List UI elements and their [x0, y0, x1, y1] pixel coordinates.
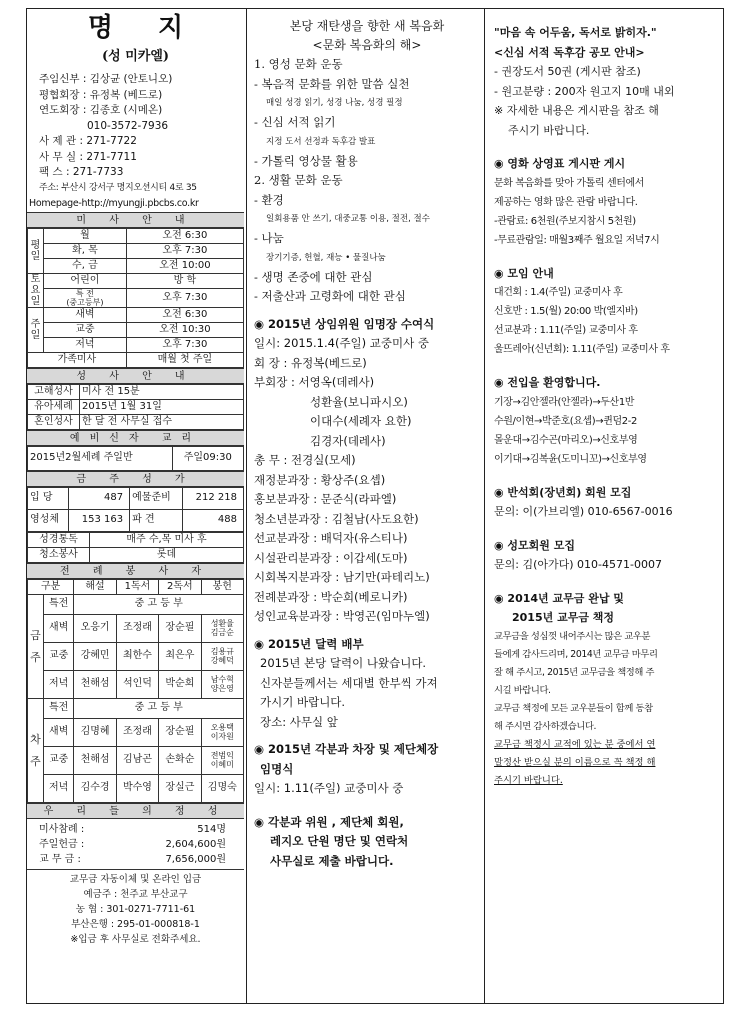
- servers-name: 조정래: [116, 614, 158, 642]
- servers-group-label: 금 주: [28, 594, 44, 698]
- fax-number: 팩 스 : 271-7733: [39, 166, 124, 178]
- mass-row: [28, 337, 244, 352]
- hymn-row: [28, 509, 244, 531]
- bulletin-frame: [26, 8, 724, 1004]
- servers-header: 전 례 봉 사 자: [27, 563, 244, 579]
- servers-mass: 특전: [44, 594, 74, 614]
- sacrament-name: 혼인성사: [28, 414, 80, 429]
- parish-subtitle: (성 미카엘): [101, 49, 170, 64]
- servers-name: 김명혜: [74, 718, 116, 746]
- deputy-appointment-line: 일시: 1.11(주일) 교중미사 중: [254, 781, 404, 795]
- hymn-row: [28, 487, 244, 509]
- servers-head-row: [28, 579, 244, 594]
- mass-time: 방 학: [126, 273, 243, 288]
- committee-appointment-line: 일시: 2015.1.4(주일) 교중미사 중: [254, 336, 430, 350]
- committee-appointment-line: 홍보분과장 : 문준식(라파엘): [254, 492, 397, 506]
- servers-name: 석인덕: [116, 670, 158, 698]
- president-line: 평협회장 : 유정복 (베드로): [39, 88, 163, 101]
- mass-row: [28, 307, 244, 322]
- middle-content: [250, 9, 482, 871]
- hymn-cell: 487: [69, 487, 130, 509]
- servers-name: 김용규 강혜덕: [201, 642, 243, 670]
- offering-header: 우 리 들 의 정 성: [27, 803, 244, 819]
- servers-mass: 특전: [44, 698, 74, 718]
- campaign-heading: 본당 재탄생을 향한 새 복음화: [289, 19, 445, 33]
- dues-notice-line: 교무금을 성심껏 내어주시는 많은 교우분: [494, 630, 651, 642]
- servers-name: 김수경: [74, 774, 116, 802]
- servers-youth: 중 고 등 부: [74, 594, 244, 614]
- servers-mass: 저녁: [44, 670, 74, 698]
- bible-label: 성경통독: [28, 532, 90, 547]
- servers-name: 조정래: [116, 718, 158, 746]
- servers-group-label: 차 주: [28, 698, 44, 802]
- catechism-row: [28, 446, 244, 470]
- submit-notice-line: 레지오 단원 명단 및 연락처: [270, 834, 409, 848]
- sacrament-value: 2015년 1월 31일: [80, 399, 244, 414]
- pastor-line: 주임신부 : 김상균 (안토니오): [39, 73, 173, 85]
- meeting-notice-line: 대건회 : 1.4(주일) 교중미사 후: [494, 287, 623, 298]
- committee-appointment-line: 회 장 : 유정복(베드로): [254, 355, 367, 370]
- servers-col: 구분: [28, 579, 74, 594]
- family-mass-label: 가족미사: [28, 352, 127, 367]
- committee-appointment-line: 시회복지분과장 : 남기만(파테리노): [254, 570, 430, 584]
- book-contest-line: - 권장도서 50권 (게시판 참조): [494, 65, 641, 78]
- campaign-item: - 복음적 문화를 위한 말씀 실천: [254, 76, 410, 91]
- mass-day: 수, 금: [44, 258, 127, 273]
- campaign-detail: 장기기증, 헌혈, 재능 • 물질나눔: [266, 252, 386, 263]
- payment-line: ※입금 후 사무실로 전화주세요.: [70, 933, 201, 945]
- mass-time: 오전 10:00: [126, 258, 243, 273]
- sacrament-row: [28, 384, 244, 399]
- movie-notice: [494, 154, 718, 250]
- sacrament-name: 고해성사: [28, 384, 80, 399]
- servers-row: [28, 594, 244, 614]
- family-mass-value: 매월 첫 주일: [126, 352, 243, 367]
- column-divider: [246, 9, 247, 1003]
- calendar-notice: [254, 635, 480, 733]
- servers-name: 박수영: [116, 774, 158, 802]
- parish-info: [27, 72, 244, 212]
- servers-row: [28, 746, 244, 774]
- sacrament-header: 성 사 안 내: [27, 368, 244, 384]
- book-contest-line: 주시기 바랍니다.: [508, 123, 590, 137]
- welcome-notice-line: 기장→김안젤라(안젤라)→두산1반: [494, 396, 635, 408]
- welcome-notice-line: 이기대→김복윤(도미니꼬)→신호부영: [494, 453, 647, 465]
- servers-name: 김남곤: [116, 746, 158, 774]
- welcome-notice: [494, 373, 718, 469]
- welcome-notice-title: ◉ 전입을 환영합니다.: [494, 376, 601, 389]
- deputy-appointment: [254, 740, 480, 799]
- meeting-notice-line: 신호반 : 1.5(월) 20:00 박(엘지바): [494, 306, 638, 317]
- mass-time: 오후 7:30: [126, 337, 243, 352]
- dues-notice-line: 시길 바랍니다.: [494, 684, 551, 696]
- campaign-detail: 매일 성경 읽기, 성경 나눔, 성경 필정: [266, 98, 403, 108]
- movie-notice-line: -무료관람일: 매월3째주 월요일 저녁7시: [494, 234, 660, 246]
- payment-line: 농 협 : 301-0271-7711-61: [75, 903, 196, 915]
- committee-appointment-line: 선교분과장 : 배덕자(유스티나): [254, 531, 408, 545]
- payment-box: [27, 869, 244, 947]
- offering-row: [39, 837, 226, 852]
- servers-row: [28, 698, 244, 718]
- servers-row: [28, 642, 244, 670]
- calendar-notice-line: 가시기 바랍니다.: [260, 695, 346, 709]
- dues-notice-title: ◉ 2014년 교무금 완납 및: [494, 591, 624, 605]
- deputy-appointment-title: 임명식: [260, 761, 294, 776]
- calendar-notice-line: 장소: 사무실 앞: [260, 714, 338, 729]
- elder-line: 연도회장 : 김종호 (시메온): [39, 104, 163, 116]
- bible-row: [28, 532, 244, 547]
- meeting-notice-line: 울뜨레아(신년회): 1.11(주일) 교중미사 후: [494, 344, 670, 355]
- committee-appointment-line: 시설관리분과장 : 이갑세(도마): [254, 550, 408, 565]
- sacrament-value: 한 달 전 사무실 접수: [80, 414, 244, 429]
- campaign-detail: 일회용품 안 쓰기, 대중교통 이용, 절전, 절수: [266, 214, 430, 224]
- dues-notice-line: 교무금 책정에 모든 교우분들이 함께 동참: [494, 702, 653, 714]
- mass-time: 오후 7:30: [126, 288, 243, 307]
- mass-day: 특 전 (중고등부): [44, 288, 127, 307]
- mass-time: 오전 10:30: [126, 322, 243, 337]
- hymn-cell: 파 견: [130, 509, 183, 531]
- servers-col: 2독서: [159, 579, 201, 594]
- offering-row: [39, 852, 226, 867]
- rectory-phone: 사 제 관 : 271-7722: [39, 135, 137, 147]
- book-contest-line: ※ 자세한 내용은 게시판을 참조 해: [494, 104, 659, 117]
- campaign-item: - 저출산과 고령화에 대한 관심: [254, 289, 406, 303]
- committee-appointment-line: 재정분과장 : 황상주(요셉): [254, 472, 386, 487]
- committee-appointment-line: 청소년분과장 : 김철남(사도요한): [254, 511, 419, 526]
- sacrament-row: [28, 399, 244, 414]
- committee-appointment: [254, 315, 480, 627]
- offering-row: [39, 822, 226, 837]
- servers-mass: 새벽: [44, 614, 74, 642]
- homepage-link[interactable]: Homepage-http://myungji.pbcbs.co.kr: [29, 198, 199, 209]
- dues-notice-title: 2015년 교무금 책정: [512, 611, 615, 624]
- mass-row: [28, 228, 244, 243]
- office-phone: 사 무 실 : 271-7711: [39, 150, 137, 163]
- hymn-cell: 영성체: [28, 509, 69, 531]
- calendar-notice-title: ◉ 2015년 달력 배부: [254, 636, 364, 651]
- movie-notice-title: ◉ 영화 상영표 게시판 게시: [494, 157, 626, 170]
- movie-notice-line: 제공하는 영화 많은 관람 바랍니다.: [494, 196, 638, 208]
- bible-value: 매주 수,목 미사 후: [90, 532, 244, 547]
- book-contest: [494, 23, 718, 140]
- campaign-detail: 지정 도서 선정과 독후감 발표: [266, 136, 376, 147]
- payment-line: 예금주 : 천주교 부산교구: [83, 888, 188, 900]
- book-contest-line: <신심 서적 독후감 공모 안내>: [494, 45, 645, 59]
- address: 주소: 부산시 강서구 명지오션시티 4로 35: [39, 182, 197, 193]
- committee-appointment-line: 총 무 : 전경실(모세): [254, 453, 356, 467]
- offering-label: 교 무 금 :: [39, 853, 81, 865]
- parish-title: 명 지: [87, 13, 202, 43]
- mass-row: [28, 258, 244, 273]
- campaign-item: - 가톨릭 영상물 활용: [254, 153, 358, 168]
- dues-notice-line: 잘 해 주시고, 2015년 교무금을 책정해 주: [494, 666, 655, 678]
- mothers-club-notice-line: 문의: 김(아가다) 010-4571-0007: [494, 558, 662, 571]
- committee-appointment-line: 성인교육분과장 : 박영곤(임마누엘): [254, 609, 430, 623]
- servers-mass: 저녁: [44, 774, 74, 802]
- servers-mass: 교중: [44, 746, 74, 774]
- campaign-item: - 생명 존중에 대한 관심: [254, 269, 373, 284]
- meeting-notice-line: 선교분과 : 1.11(주일) 교중미사 후: [494, 325, 638, 336]
- mass-group-label: 주 일: [28, 307, 44, 352]
- servers-name: 장순필: [159, 718, 201, 746]
- servers-youth: 중 고 등 부: [74, 698, 244, 718]
- servers-name: 강혜민: [74, 642, 116, 670]
- sacrament-table: [27, 384, 244, 430]
- committee-appointment-line: 전례분과장 : 박순희(베로니카): [254, 589, 408, 604]
- cleaning-row: [28, 547, 244, 562]
- elder-phone: 010-3572-7936: [87, 119, 169, 132]
- catechism-header: 예비신자 교리: [27, 430, 244, 446]
- committee-appointment-line: 성환율(보니파시오): [310, 394, 408, 409]
- servers-name: 최한수: [116, 642, 158, 670]
- campaign-item: - 환경: [254, 192, 284, 207]
- servers-row: [28, 614, 244, 642]
- movie-notice-line: 문화 복음화를 맞아 가톨릭 센터에서: [494, 177, 645, 189]
- hymn-table: [27, 487, 244, 532]
- mass-day: 화, 목: [44, 243, 127, 258]
- book-contest-line: "마음 속 어두움, 독서로 밝히자.": [494, 26, 657, 39]
- submit-notice-line: 사무실로 제출 바랍니다.: [270, 853, 394, 868]
- catechism-value: 2015년2월세례 주일반: [28, 446, 173, 470]
- servers-name: 장순필: [159, 614, 201, 642]
- servers-col: 1독서: [116, 579, 158, 594]
- mass-group-label: 토 요 일: [28, 273, 44, 307]
- sacrament-row: [28, 414, 244, 429]
- hymn-header: 금 주 성 가: [27, 471, 244, 487]
- offering-box: [27, 819, 244, 869]
- left-column: [27, 9, 244, 1003]
- offering-value: 514명: [197, 823, 226, 835]
- men-club-notice-title: ◉ 반석회(장년회) 회원 모집: [494, 485, 632, 499]
- dues-underline: 주시기 바랍니다.: [494, 774, 563, 786]
- hymn-cell: 212 218: [182, 487, 243, 509]
- hymn-cell: 488: [182, 509, 243, 531]
- servers-name: 남수혁 양은영: [201, 670, 243, 698]
- catechism-table: [27, 446, 244, 471]
- dues-notice-line: 들에게 감사드리며, 2014년 교무금 마무리: [494, 648, 658, 660]
- welcome-notice-line: 수원/이현→박준호(요셉)→퀸덤2-2: [494, 415, 637, 427]
- servers-name: 천해섬: [74, 670, 116, 698]
- servers-name: 박순희: [159, 670, 201, 698]
- committee-appointment-line: 부회장 : 서영옥(데레사): [254, 375, 375, 389]
- servers-name: 성환율 김금순: [201, 614, 243, 642]
- servers-name: 전범익 이혜미: [201, 746, 243, 774]
- payment-line: 부산은행 : 295-01-000818-1: [71, 918, 200, 930]
- campaign-item: 2. 생활 문화 운동: [254, 173, 343, 187]
- committee-appointment-title: ◉ 2015년 상임위원 임명장 수여식: [254, 316, 435, 331]
- servers-mass: 교중: [44, 642, 74, 670]
- calendar-notice-line: 신자분들께서는 세대별 한부씩 가져: [260, 675, 438, 690]
- mass-day: 새벽: [44, 307, 127, 322]
- payment-line: 교무금 자동이체 및 온라인 입금: [69, 873, 202, 885]
- hymn-cell: 153 163: [69, 509, 130, 531]
- column-divider: [484, 9, 485, 1003]
- mass-table: [27, 228, 244, 368]
- offering-label: 미사참례 :: [39, 823, 85, 835]
- servers-name: 오용택 이자원: [201, 718, 243, 746]
- family-mass-row: [28, 352, 244, 367]
- right-content: [486, 9, 722, 790]
- catechism-time: 주일09:30: [172, 446, 243, 470]
- mass-row: [28, 288, 244, 307]
- dues-underline: 말정산 받으실 분의 이름으로 꼭 책정 해: [494, 756, 656, 768]
- servers-mass: 새벽: [44, 718, 74, 746]
- mass-day: 저녁: [44, 337, 127, 352]
- mass-day: 어린이: [44, 273, 127, 288]
- meeting-notice: [494, 264, 718, 360]
- campaign-item: - 나눔: [254, 231, 284, 245]
- bible-table: [27, 532, 244, 563]
- servers-col: 봉헌: [201, 579, 243, 594]
- mass-time: 오전 6:30: [126, 307, 243, 322]
- servers-name: 손화순: [159, 746, 201, 774]
- mass-row: [28, 243, 244, 258]
- campaign-item: 1. 영성 문화 운동: [254, 57, 343, 71]
- mothers-club-notice-title: ◉ 성모회원 모집: [494, 538, 576, 552]
- servers-row: [28, 774, 244, 802]
- submit-notice-line: ◉ 각분과 위원 , 제단체 회원,: [254, 814, 404, 829]
- men-club-notice-line: 문의: 이(가브리엘) 010-6567-0016: [494, 505, 673, 518]
- servers-name: 천해섬: [74, 746, 116, 774]
- servers-table: [27, 579, 244, 803]
- meeting-notice-title: ◉ 모임 안내: [494, 266, 554, 280]
- submit-notice: [254, 813, 480, 872]
- right-column: [486, 9, 722, 1003]
- dues-notice-line: 해 주시면 감사하겠습니다.: [494, 720, 597, 732]
- mass-time: 오전 6:30: [126, 228, 243, 243]
- mass-day: 교중: [44, 322, 127, 337]
- men-club-notice: [494, 483, 718, 522]
- servers-row: [28, 718, 244, 746]
- hymn-cell: 입 당: [28, 487, 69, 509]
- sacrament-name: 유아세례: [28, 399, 80, 414]
- offering-value: 2,604,600원: [165, 838, 226, 850]
- servers-name: 장실근: [159, 774, 201, 802]
- movie-notice-line: -관람료: 6천원(주보지참시 5천원): [494, 215, 636, 227]
- schedule-tables: [27, 212, 244, 947]
- welcome-notice-line: 몰운대→김수곤(마리오)→신호부영: [494, 434, 638, 446]
- servers-name: 최은우: [159, 642, 201, 670]
- dues-underline: 교무금 책정시 교적에 있는 분 중에서 연: [494, 738, 656, 750]
- offering-value: 7,656,000원: [165, 853, 226, 865]
- deputy-appointment-title: ◉ 2015년 각분과 차장 및 제단체장: [254, 742, 439, 756]
- middle-column: [250, 9, 482, 1003]
- servers-col: 해설: [74, 579, 116, 594]
- mass-time: 오후 7:30: [126, 243, 243, 258]
- committee-appointment-line: 김경자(데레사): [310, 433, 386, 448]
- committee-appointment-line: 이대수(세례자 요한): [310, 414, 412, 428]
- mass-row: [28, 322, 244, 337]
- campaign-subheading: <문화 복음화의 해>: [312, 38, 422, 52]
- servers-name: 김명숙: [201, 774, 243, 802]
- mothers-club-notice: [494, 536, 718, 575]
- book-contest-line: - 원고분량 : 200자 원고지 10매 내외: [494, 84, 675, 98]
- cleaning-label: 청소봉사: [28, 547, 90, 562]
- mass-group-label: 평 일: [28, 228, 44, 273]
- mass-header: 미 사 안 내: [27, 212, 244, 228]
- cleaning-value: 롯데: [90, 547, 244, 562]
- mass-day: 월: [44, 228, 127, 243]
- hymn-cell: 예물준비: [130, 487, 183, 509]
- calendar-notice-line: 2015년 본당 달력이 나왔습니다.: [260, 656, 427, 670]
- mass-row: [28, 273, 244, 288]
- campaign-item: - 신심 서적 읽기: [254, 115, 336, 129]
- offering-label: 주일헌금 :: [39, 838, 85, 850]
- dues-notice: [494, 589, 718, 790]
- sacrament-value: 미사 전 15분: [80, 384, 244, 399]
- servers-row: [28, 670, 244, 698]
- servers-name: 오응기: [74, 614, 116, 642]
